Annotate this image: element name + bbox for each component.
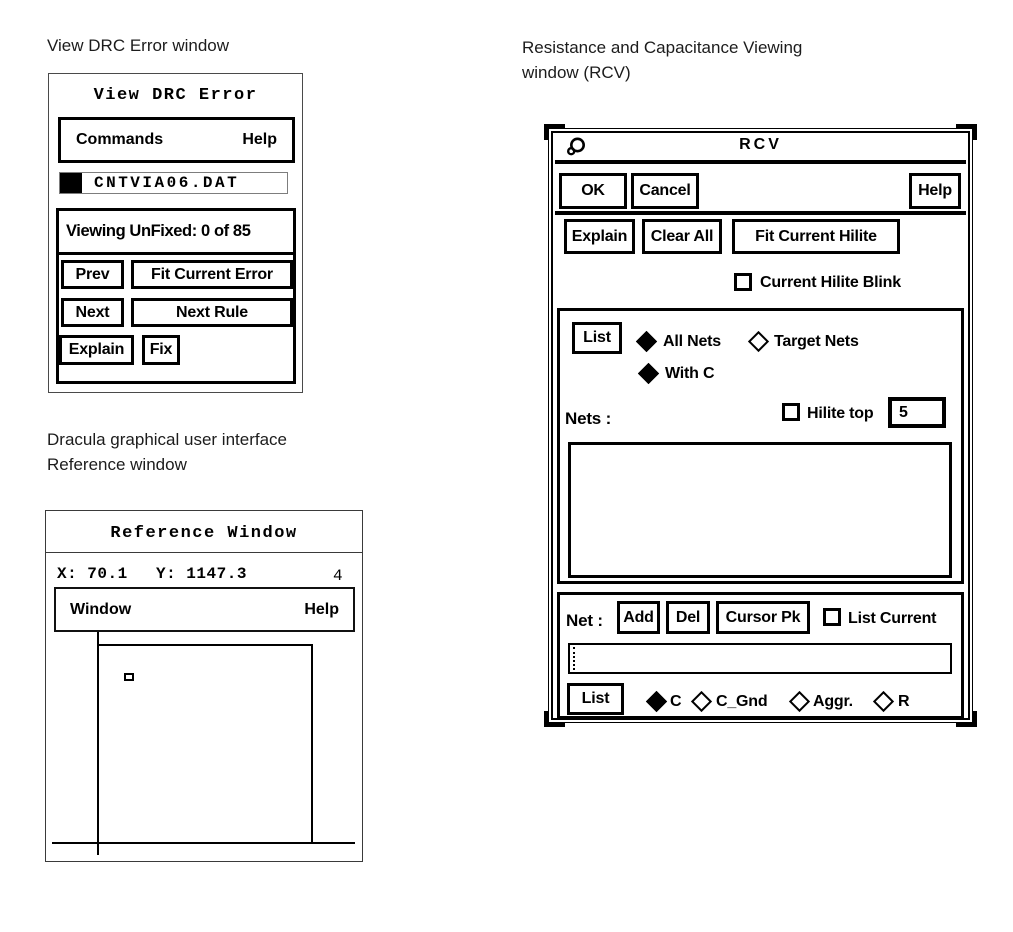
text-caret	[573, 647, 575, 670]
caption-reference-window	[47, 427, 287, 477]
with-c-radio[interactable]	[636, 362, 660, 386]
y-coordinate-readout: Y: 1147.3	[156, 565, 247, 583]
drc-menubar	[58, 117, 295, 163]
list-current-label: List Current	[848, 610, 937, 627]
menu-help[interactable]: Help	[304, 600, 339, 618]
nets-label: Nets :	[565, 409, 612, 428]
current-hilite-blink-checkbox[interactable]	[734, 273, 752, 291]
all-nets-radio[interactable]	[634, 330, 658, 354]
nets-panel	[557, 308, 964, 584]
explain-button[interactable]: Explain	[59, 335, 134, 365]
fix-button[interactable]: Fix	[142, 335, 180, 365]
net-entry-panel	[557, 592, 964, 719]
list-nets-button[interactable]: List	[572, 322, 622, 354]
drc-file-value: CNTVIA06.DAT	[94, 174, 240, 192]
list-net-button[interactable]: List	[567, 683, 624, 715]
caption-rcv-window	[522, 35, 802, 85]
drc-error-panel	[56, 208, 296, 384]
layout-drawing-area[interactable]	[46, 632, 362, 862]
window-title: View DRC Error	[93, 86, 258, 105]
hilite-top-checkbox[interactable]	[782, 403, 800, 421]
caption-line: Dracula graphical user interface	[47, 430, 288, 449]
section-divider	[555, 211, 966, 215]
help-button[interactable]: Help	[909, 173, 961, 209]
reference-menubar	[54, 587, 355, 632]
rcv-window	[548, 128, 973, 723]
view-drc-error-window	[48, 73, 303, 393]
title-divider	[46, 552, 362, 553]
r-label: R	[898, 693, 910, 710]
x-coordinate-readout: X: 70.1	[57, 565, 128, 583]
menu-window[interactable]: Window	[70, 600, 132, 618]
nets-listbox[interactable]	[568, 442, 952, 578]
ok-button[interactable]: OK	[559, 173, 627, 209]
c-label: C	[670, 693, 682, 710]
fit-current-error-button[interactable]: Fit Current Error	[131, 260, 293, 289]
c-gnd-radio[interactable]	[689, 690, 713, 714]
window-title: RCV	[739, 136, 782, 153]
net-name-input[interactable]	[568, 643, 952, 674]
net-label: Net :	[566, 611, 603, 630]
hilite-top-label: Hilite top	[807, 405, 874, 422]
aggr-radio[interactable]	[787, 690, 811, 714]
drc-status-text: Viewing UnFixed: 0 of 85	[59, 211, 293, 255]
corner-value: 4	[333, 567, 344, 585]
all-nets-label: All Nets	[663, 333, 721, 350]
titlebar-divider	[555, 160, 966, 164]
window-title: Reference Window	[110, 524, 298, 543]
c-gnd-label: C_Gnd	[716, 693, 768, 710]
fit-current-hilite-button[interactable]: Fit Current Hilite	[732, 219, 900, 254]
drc-file-field[interactable]	[59, 172, 288, 194]
r-radio[interactable]	[871, 690, 895, 714]
menu-help[interactable]: Help	[242, 131, 277, 148]
caption-line: Reference window	[47, 455, 187, 474]
caption-line: window (RCV)	[522, 63, 631, 82]
target-nets-label: Target Nets	[774, 333, 859, 350]
next-button[interactable]: Next	[61, 298, 124, 327]
prev-button[interactable]: Prev	[61, 260, 124, 289]
with-c-label: With C	[665, 365, 715, 382]
caption-line: Resistance and Capacitance Viewing	[522, 38, 803, 57]
c-radio[interactable]	[644, 690, 668, 714]
next-rule-button[interactable]: Next Rule	[131, 298, 293, 327]
list-current-checkbox[interactable]	[823, 608, 841, 626]
add-button[interactable]: Add	[617, 601, 660, 634]
del-button[interactable]: Del	[666, 601, 710, 634]
caption-drc-window: View DRC Error window	[47, 36, 230, 55]
cursor-pk-button[interactable]: Cursor Pk	[716, 601, 810, 634]
target-nets-radio[interactable]	[746, 330, 770, 354]
current-hilite-blink-label: Current Hilite Blink	[760, 274, 901, 291]
aggr-label: Aggr.	[813, 693, 853, 710]
menu-commands[interactable]: Commands	[76, 131, 164, 148]
cancel-button[interactable]: Cancel	[631, 173, 699, 209]
reference-window	[45, 510, 363, 862]
explain-button[interactable]: Explain	[564, 219, 635, 254]
clear-all-button[interactable]: Clear All	[642, 219, 722, 254]
hilite-top-count-field[interactable]: 5	[888, 397, 946, 428]
cell-marker	[124, 673, 134, 681]
field-block-icon	[60, 173, 82, 193]
